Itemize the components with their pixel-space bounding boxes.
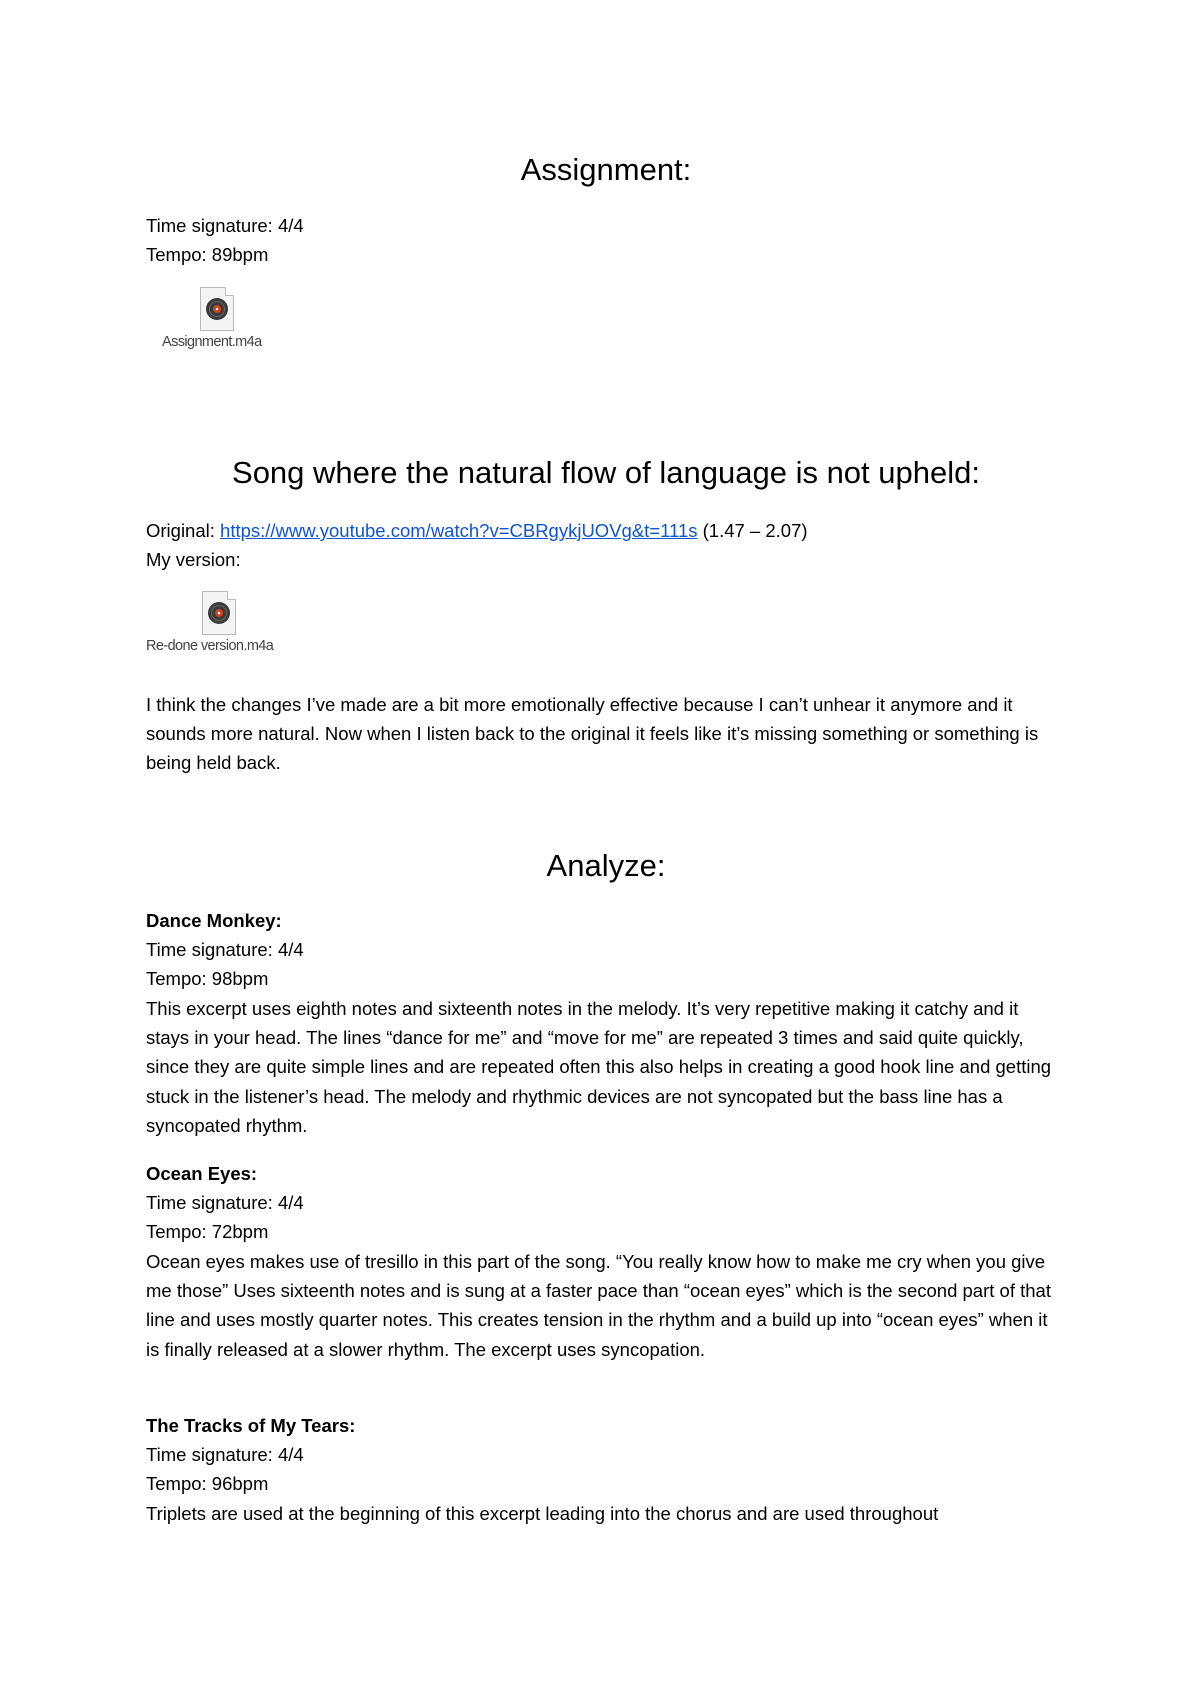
- tracks-analysis: Triplets are used at the beginning of this excerpt leading into the chorus and are used throughout: [146, 1503, 939, 1524]
- redone-audio-attachment[interactable]: [146, 591, 296, 663]
- assignment-time-signature: Time signature: 4/4: [146, 215, 304, 236]
- tracks-time-signature: Time signature: 4/4: [146, 1444, 304, 1465]
- ocean-eyes-time-signature: Time signature: 4/4: [146, 1192, 304, 1213]
- song-title-dance-monkey: Dance Monkey:: [146, 910, 282, 931]
- tracks-tempo: Tempo: 96bpm: [146, 1473, 269, 1494]
- original-label: Original:: [146, 520, 221, 541]
- song-title-tracks-of-my-tears: The Tracks of My Tears:: [146, 1415, 356, 1436]
- attachment-filename: Assignment.m4a: [162, 334, 262, 350]
- analyze-heading: Analyze:: [546, 848, 666, 883]
- attachment-filename: Re-done version.m4a: [146, 638, 274, 654]
- vinyl-disc-icon: [207, 601, 231, 625]
- original-youtube-link[interactable]: https://www.youtube.com/watch?v=CBRgykjUOVg&t=111s: [220, 520, 698, 541]
- ocean-eyes-analysis: Ocean eyes makes use of tresillo in this part of the song. “You really know how to make me cry when you give me those” Uses sixteenth notes and is sung at a faster pace than “ocean eyes” which is the second part of that line and uses mostly quarter notes. This creates tension in the rhythm and a build up into “ocean eyes” when it is finally released at a slower rhythm. The excerpt uses syncopation.: [146, 1251, 1051, 1360]
- assignment-heading: Assignment:: [520, 152, 692, 187]
- song-title-ocean-eyes: Ocean Eyes:: [146, 1163, 258, 1184]
- reflection-paragraph: I think the changes I’ve made are a bit more emotionally effective because I can’t unhear it anymore and it sounds more natural. Now when I listen back to the original it feels like it’s missing something or something is being held back.: [146, 694, 1039, 774]
- assignment-tempo: Tempo: 89bpm: [146, 244, 269, 265]
- assignment-audio-attachment[interactable]: [160, 287, 310, 359]
- original-time-range: (1.47 – 2.07): [697, 520, 808, 541]
- ocean-eyes-tempo: Tempo: 72bpm: [146, 1221, 269, 1242]
- my-version-label: My version:: [146, 549, 241, 570]
- dance-monkey-tempo: Tempo: 98bpm: [146, 968, 269, 989]
- audio-file-icon: [202, 591, 236, 635]
- dance-monkey-analysis: This excerpt uses eighth notes and sixteenth notes in the melody. It’s very repetitive making it catchy and it stays in your head. The lines “dance for me” and “move for me” are repeated 3 times and said quite quickly, since they are quite simple lines and are repeated often this also helps in creating a good hook line and getting stuck in the listener’s head. The melody and rhythmic devices are not syncopated but the bass line has a syncopated rhythm.: [146, 998, 1052, 1136]
- dance-monkey-time-signature: Time signature: 4/4: [146, 939, 304, 960]
- song-section-heading: Song where the natural flow of language is not upheld:: [232, 455, 980, 490]
- audio-file-icon: [200, 287, 234, 331]
- original-line: [146, 516, 808, 545]
- vinyl-disc-icon: [205, 297, 229, 321]
